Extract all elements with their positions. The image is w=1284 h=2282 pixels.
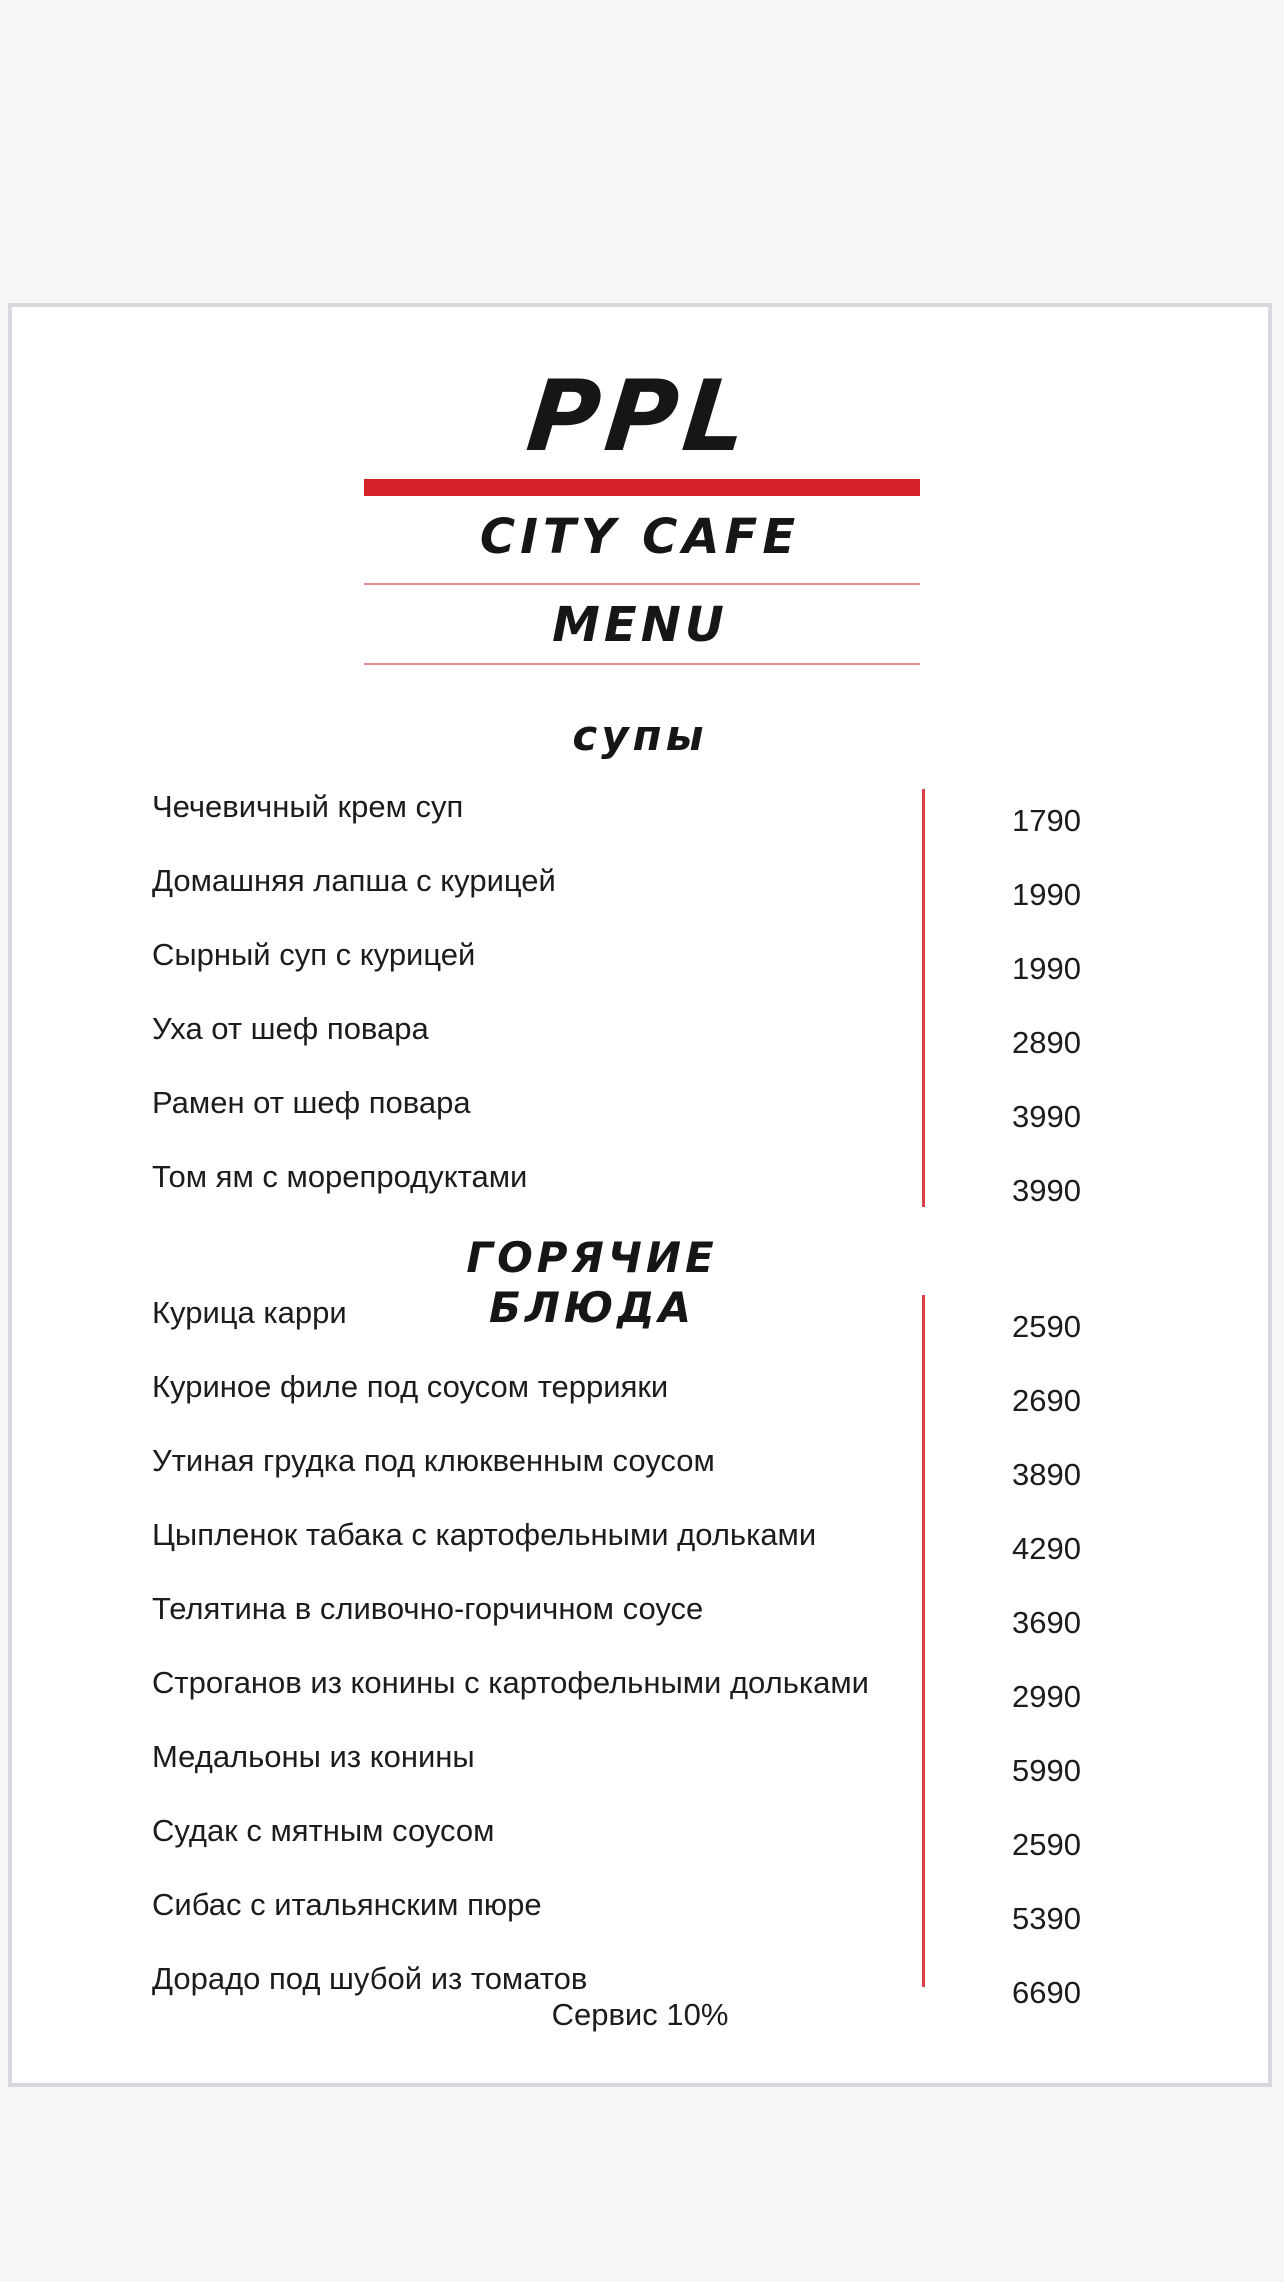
item-name: Дорадо под шубой из томатов xyxy=(152,1961,588,1996)
menu-sheet xyxy=(8,303,1272,2087)
list-item xyxy=(152,1367,1132,1441)
list-item xyxy=(152,1737,1132,1811)
menu-title: MENU xyxy=(552,597,728,653)
list-item xyxy=(152,1441,1132,1515)
item-price: 4290 xyxy=(1012,1531,1081,1566)
list-item xyxy=(152,1515,1132,1589)
item-name: Сырный суп с курицей xyxy=(152,937,476,972)
item-price: 6690 xyxy=(1012,1975,1081,2010)
section-title-hot-dishes: ГОРЯЧИЕ БЛЮДА xyxy=(466,1233,718,1332)
section-title-soups: супы xyxy=(572,711,708,760)
list-item xyxy=(152,787,1132,861)
item-name: Строганов из конины с картофельными дольками xyxy=(152,1665,869,1700)
item-name: Домашняя лапша с курицей xyxy=(152,863,556,898)
item-name: Медальоны из конины xyxy=(152,1739,475,1774)
item-price: 2990 xyxy=(1012,1679,1081,1714)
item-name: Цыпленок табака с картофельными дольками xyxy=(152,1517,817,1552)
item-price: 3690 xyxy=(1012,1605,1081,1640)
item-name: Чечевичный крем суп xyxy=(152,789,464,824)
list-item xyxy=(152,1885,1132,1959)
item-price: 2590 xyxy=(1012,1309,1081,1344)
list-item xyxy=(152,861,1132,935)
item-price: 2890 xyxy=(1012,1025,1081,1060)
list-item xyxy=(152,935,1132,1009)
header-divider-top xyxy=(364,583,920,585)
list-item xyxy=(152,1293,1132,1367)
item-price: 3990 xyxy=(1012,1099,1081,1134)
list-item xyxy=(152,1589,1132,1663)
list-item xyxy=(152,1811,1132,1885)
item-name: Рамен от шеф повара xyxy=(152,1085,471,1120)
item-price: 2690 xyxy=(1012,1383,1081,1418)
item-price: 5990 xyxy=(1012,1753,1081,1788)
item-name: Телятина в сливочно-горчичном соусе xyxy=(152,1591,704,1626)
item-price: 1990 xyxy=(1012,877,1081,912)
logo-red-bar xyxy=(364,479,920,496)
item-price: 3990 xyxy=(1012,1173,1081,1208)
item-price: 1990 xyxy=(1012,951,1081,986)
item-name: Утиная грудка под клюквенным соусом xyxy=(152,1443,715,1478)
item-name: Том ям с морепродуктами xyxy=(152,1159,528,1194)
list-item xyxy=(152,1009,1132,1083)
item-price: 5390 xyxy=(1012,1901,1081,1936)
logo-text: PPL xyxy=(521,360,759,474)
list-item xyxy=(152,1083,1132,1157)
list-item xyxy=(152,1157,1132,1231)
list-item xyxy=(152,1663,1132,1737)
header-divider-bottom xyxy=(364,663,920,665)
item-name: Сибас с итальянским пюре xyxy=(152,1887,542,1922)
item-name: Уха от шеф повара xyxy=(152,1011,429,1046)
item-name: Курица карри xyxy=(152,1295,347,1330)
item-name: Куриное филе под соусом террияки xyxy=(152,1369,669,1404)
item-price: 3890 xyxy=(1012,1457,1081,1492)
item-name: Судак с мятным соусом xyxy=(152,1813,495,1848)
item-price: 1790 xyxy=(1012,803,1081,838)
cafe-name: CITY CAFE xyxy=(479,509,801,565)
service-charge-note: Сервис 10% xyxy=(551,1997,729,2032)
item-price: 2590 xyxy=(1012,1827,1081,1862)
